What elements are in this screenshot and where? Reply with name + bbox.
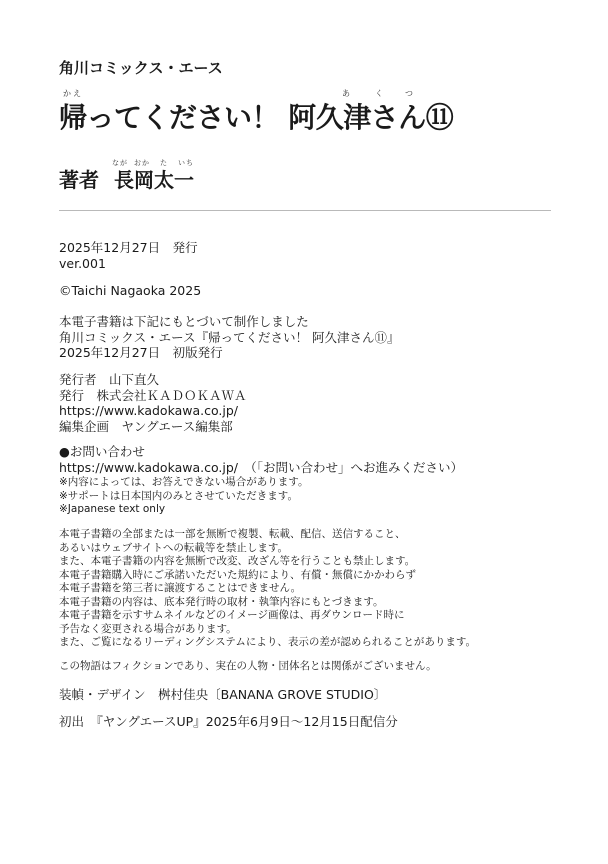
first-appearance-line: 初出 『ヤングエースUP』2025年6月9日〜12月15日配信分 — [59, 714, 398, 729]
publisher-line: 発行 株式会社ＫＡＤＯＫＡＷＡ — [59, 387, 247, 403]
legal-line: 本電子書籍購入時にご承諾いただいた規約により、有償・無償にかかわらず — [59, 568, 416, 581]
book-title: 帰ってください！ 阿久津さん⑪ — [59, 101, 454, 134]
first-appearance — [59, 714, 398, 730]
legal-line: また、ご覧になるリーディングシステムにより、表示の差が認められることがあります。 — [59, 636, 477, 648]
inquiry-section — [59, 444, 463, 475]
legal-line: あるいはウェブサイトへの転載等を禁止します。 — [59, 541, 289, 554]
legal-line: 本電子書籍の内容は、底本発行時の取材・執筆内容にもとづきます。 — [59, 595, 384, 608]
section-divider — [59, 210, 551, 211]
publisher-line: 発行者 山下直久 — [59, 372, 160, 387]
inquiry-note: ※内容によっては、お答えできない場合があります。 — [59, 476, 309, 488]
legal-line: 本電子書籍を示すサムネイルなどのイメージ画像は、再ダウンロード時に — [59, 609, 405, 621]
legal-line: 本電子書籍の全部または一部を無断で複製、転載、配信、送信すること、 — [59, 528, 406, 540]
basis-line: 本電子書籍は下記にもとづいて制作しました — [59, 314, 309, 329]
author-label: 著者 — [59, 168, 99, 192]
imprint-label: 角川コミックス・エース — [59, 59, 223, 77]
inquiry-heading: ●お問い合わせ — [59, 444, 145, 459]
title-ruby-a: あ — [342, 89, 352, 98]
inquiry-notes — [59, 476, 308, 517]
copyright-line: ©Taichi Nagaoka 2025 — [59, 283, 202, 298]
basis-line: 2025年12月27日 初版発行 — [59, 345, 223, 360]
inquiry-url-line: https://www.kadokawa.co.jp/ （「お問い合わせ」へお進みください） — [59, 459, 463, 475]
fiction-notice — [59, 660, 437, 674]
publisher-url: https://www.kadokawa.co.jp/ — [59, 403, 238, 418]
publisher-line: 編集企画 ヤングエース編集部 — [59, 418, 233, 434]
inquiry-note: ※Japanese text only — [59, 503, 166, 515]
legal-line: 本電子書籍を第三者に譲渡することはできません。 — [59, 582, 302, 594]
basis-info — [59, 314, 399, 361]
title-ruby-tsu: つ — [405, 89, 415, 98]
release-info — [59, 240, 198, 271]
fiction-line: この物語はフィクションであり、実在の人物・団体名とは関係がございません。 — [59, 660, 437, 672]
author-ruby-ta: た — [160, 159, 168, 167]
design-credit — [59, 687, 386, 703]
inquiry-note: ※サポートは日本国内のみとさせていただきます。 — [59, 489, 298, 502]
publisher-info — [59, 372, 247, 434]
title-ruby-kae: かえ — [63, 89, 83, 98]
author-ruby-ichi: いち — [178, 159, 194, 167]
legal-notice — [59, 528, 476, 650]
author-name: 長岡太一 — [114, 168, 194, 192]
release-date: 2025年12月27日 発行 — [59, 240, 198, 255]
design-credit-line: 装幀・デザイン 桝村佳央〔BANANA GROVE STUDIO〕 — [59, 687, 387, 702]
legal-line: 予告なく変更される場合があります。 — [59, 622, 237, 635]
copyright-notice — [59, 283, 201, 299]
basis-line: 角川コミックス・エース『帰ってください！ 阿久津さん⑪』 — [59, 329, 400, 345]
legal-line: また、本電子書籍の内容を無断で改変、改ざん等を行うことも禁止します。 — [59, 555, 416, 567]
author-ruby-oka: おか — [134, 159, 150, 167]
version-number: ver.001 — [59, 255, 106, 271]
author-ruby-naga: なが — [112, 159, 128, 167]
title-ruby-ku: く — [375, 89, 385, 98]
